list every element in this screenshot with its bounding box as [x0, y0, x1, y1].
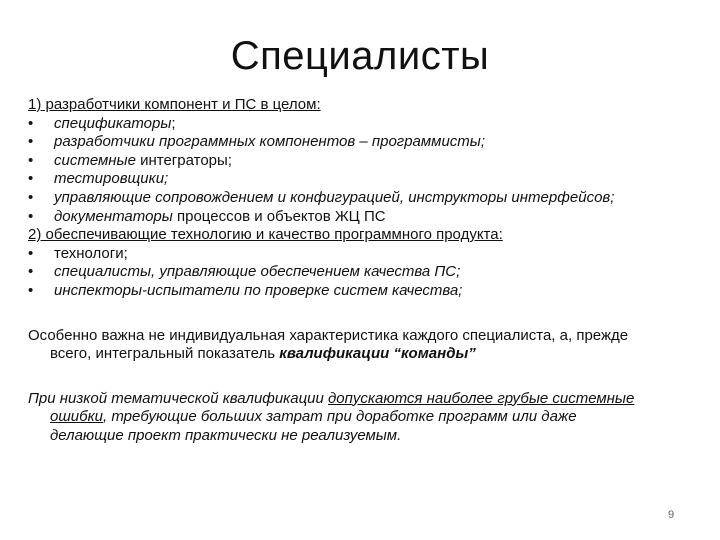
- bullet-icon: •: [28, 151, 34, 169]
- list-item: • разработчики программных компонентов – программисты;: [28, 133, 485, 151]
- bullet-icon: •: [28, 170, 34, 188]
- paragraph-line: делающие проект практически не реализуемым.: [50, 426, 402, 444]
- list-item: • спецификаторы;: [28, 114, 176, 132]
- section2-heading: [28, 226, 698, 245]
- paragraph-line: При низкой тематической квалификации допускаются наиболее грубые системные: [28, 389, 635, 407]
- section2-heading-text: 2) обеспечивающие технологию и качество программного продукта:: [28, 226, 503, 244]
- emphasis-text: квалификации “команды”: [279, 345, 476, 363]
- bullet-icon: •: [28, 114, 34, 132]
- section2-list: [28, 245, 698, 301]
- list-item: • документаторы процессов и объектов ЖЦ ПС: [28, 207, 386, 225]
- bullet-icon: •: [28, 133, 34, 151]
- bullet-icon: •: [28, 244, 34, 262]
- paragraph-low-qualification: [28, 390, 698, 446]
- list-item: • тестировщики;: [28, 170, 169, 188]
- bullet-icon: •: [28, 281, 34, 299]
- bullet-icon: •: [28, 263, 34, 281]
- list-item: • системные интеграторы;: [28, 151, 232, 169]
- bullet-icon: •: [28, 188, 34, 206]
- section1-list: [28, 115, 698, 227]
- bullet-icon: •: [28, 207, 34, 225]
- list-item: • инспекторы-испытатели по проверке систем качества;: [28, 281, 463, 299]
- paragraph-line: ошибки, требующие больших затрат при доработке программ или даже: [50, 408, 577, 426]
- underlined-text: допускаются наиболее грубые системные: [328, 389, 635, 407]
- section1-heading: [28, 96, 698, 115]
- paragraph-line: всего, интегральный показатель квалификации “команды”: [50, 345, 476, 363]
- underlined-text: ошибки: [50, 408, 103, 426]
- list-item: • технологи;: [28, 244, 128, 262]
- list-item: • управляющие сопровождением и конфигурацией, инструкторы интерфейсов;: [28, 188, 615, 206]
- list-item: • специалисты, управляющие обеспечением качества ПС;: [28, 263, 461, 281]
- slide-content: [28, 96, 698, 446]
- slide-title: Специалисты: [230, 34, 490, 78]
- paragraph-team-qualification: [28, 327, 698, 364]
- page-number: 9: [668, 509, 675, 521]
- section1-heading-text: 1) разработчики компонент и ПС в целом:: [28, 96, 321, 113]
- paragraph-line: Особенно важна не индивидуальная характеристика каждого специалиста, а, прежде: [28, 326, 629, 344]
